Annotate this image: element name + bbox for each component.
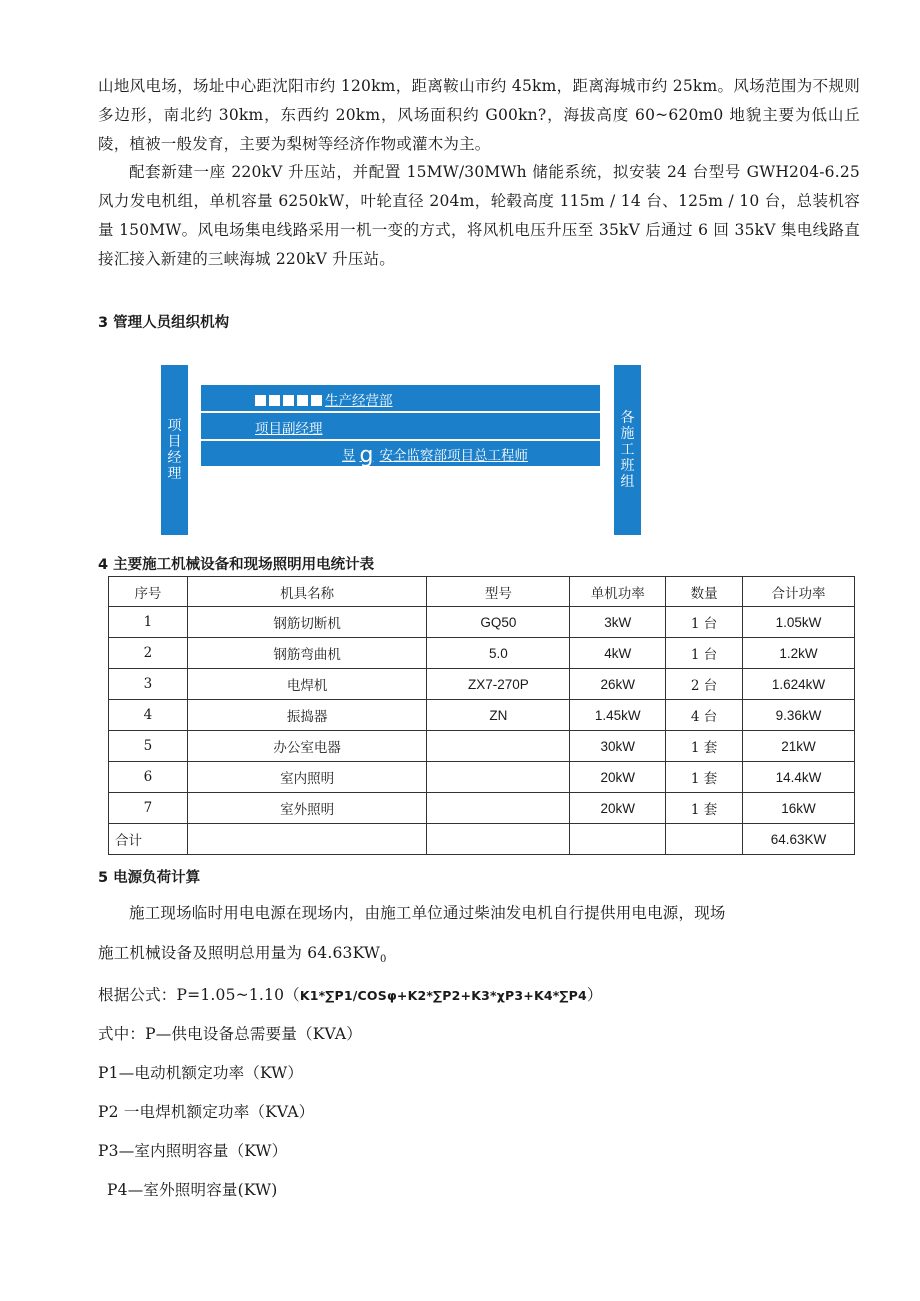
section-5-line-2	[98, 939, 860, 974]
table-cell	[666, 824, 743, 855]
org-safety-text: 安全监察部项目总工程师	[379, 448, 528, 464]
org-left-char: 目	[167, 434, 182, 450]
table-cell: 1 套	[666, 731, 743, 762]
table-cell	[427, 793, 570, 824]
table-cell: 办公室电器	[187, 731, 427, 762]
formula-prefix: 根据公式：P=1.05~1.10（	[98, 986, 300, 1004]
table-cell: 振捣器	[187, 700, 427, 731]
org-right-char: 工	[620, 442, 635, 458]
table-cell: 室内照明	[187, 762, 427, 793]
table-cell: 1 套	[666, 793, 743, 824]
org-left-char: 理	[167, 466, 182, 482]
intro-paragraph-1: 山地风电场，场址中心距沈阳市约 120km，距离鞍山市约 45km，距离海城市约 25km。风场范围为不规则多边形，南北约 30km，东西约 20km，风场面积约 G00kn?，海拔高度 60~620m0 地貌主要为低山丘陵，植被一般发育，主要为梨树等经济作物或灌木为主。	[98, 77, 860, 153]
org-safety-g: g	[359, 443, 374, 468]
table-cell: 2 台	[666, 669, 743, 700]
redacted-square-icon	[311, 395, 322, 406]
section-4-heading: 4 主要施工机械设备和现场照明用电统计表	[98, 557, 375, 573]
org-row-deputy-manager	[201, 413, 600, 439]
table-cell: 5.0	[427, 638, 570, 669]
org-right-box-work-teams	[614, 365, 641, 535]
table-row	[109, 731, 855, 762]
col-header: 机具名称	[187, 577, 427, 607]
table-cell: GQ50	[427, 607, 570, 638]
org-left-char: 项	[167, 418, 182, 434]
redacted-square-icon	[255, 395, 266, 406]
org-right-char: 各	[620, 410, 635, 426]
table-cell: 1	[109, 607, 188, 638]
table-cell: ZN	[427, 700, 570, 731]
table-cell: 1 套	[666, 762, 743, 793]
table-cell	[427, 731, 570, 762]
redacted-square-icon	[297, 395, 308, 406]
table-cell: 14.4kW	[743, 762, 855, 793]
table-cell	[427, 824, 570, 855]
table-cell: 1.2kW	[743, 638, 855, 669]
definition-p1: P1—电动机额定功率（KW）	[98, 1064, 304, 1082]
definition-p4: P4—室外照明容量(KW)	[107, 1181, 278, 1199]
table-row	[109, 607, 855, 638]
section-3-heading: 3 管理人员组织机构	[98, 315, 230, 331]
table-row	[109, 762, 855, 793]
definition-p: 式中：P—供电设备总需要量（KVA）	[98, 1025, 362, 1043]
table-cell: 4kW	[570, 638, 666, 669]
org-production-text: 生产经营部	[325, 393, 393, 409]
table-cell	[427, 762, 570, 793]
table-cell: ZX7-270P	[427, 669, 570, 700]
table-row	[109, 638, 855, 669]
table-cell: 1.05kW	[743, 607, 855, 638]
table-cell: 钢筋切断机	[187, 607, 427, 638]
table-cell: 4 台	[666, 700, 743, 731]
total-usage-subscript: 0	[379, 954, 387, 966]
total-label-cell: 合计	[109, 824, 188, 855]
formula-line	[98, 981, 860, 1010]
table-cell: 4	[109, 700, 188, 731]
table-cell: 21kW	[743, 731, 855, 762]
org-safety-prefix: 昱	[342, 448, 356, 464]
col-header: 数量	[666, 577, 743, 607]
col-header: 序号	[109, 577, 188, 607]
org-left-box-project-manager	[161, 365, 188, 535]
redacted-square-icon	[283, 395, 294, 406]
total-usage-text: 施工机械设备及照明总用量为 64.63KW	[98, 944, 380, 962]
org-right-char: 班	[620, 458, 635, 474]
table-cell: 1.45kW	[570, 700, 666, 731]
formula-expression: K1*∑P1/COSφ+K2*∑P2+K3*χP3+K4*∑P4	[299, 988, 587, 1003]
table-row	[109, 700, 855, 731]
org-row-production-label	[255, 389, 393, 409]
table-cell: 钢筋弯曲机	[187, 638, 427, 669]
table-cell: 20kW	[570, 762, 666, 793]
table-row	[109, 793, 855, 824]
table-cell: 30kW	[570, 731, 666, 762]
table-cell: 1.624kW	[743, 669, 855, 700]
formula-suffix: ）	[586, 986, 603, 1004]
table-cell	[570, 824, 666, 855]
section-5-heading: 5 电源负荷计算	[98, 870, 201, 886]
definition-p2: P2 一电焊机额定功率（KVA）	[98, 1103, 315, 1121]
table-row	[109, 669, 855, 700]
table-cell: 1 台	[666, 638, 743, 669]
table-cell: 20kW	[570, 793, 666, 824]
table-cell: 7	[109, 793, 188, 824]
table-cell: 6	[109, 762, 188, 793]
total-value-cell: 64.63KW	[743, 824, 855, 855]
org-left-char: 经	[167, 450, 182, 466]
org-right-char: 组	[620, 474, 635, 490]
table-header-row	[109, 577, 855, 607]
table-cell: 电焊机	[187, 669, 427, 700]
table-cell: 2	[109, 638, 188, 669]
org-deputy-manager-label: 项目副经理	[255, 421, 323, 437]
redacted-square-icon	[269, 395, 280, 406]
table-cell: 9.36kW	[743, 700, 855, 731]
table-cell: 3kW	[570, 607, 666, 638]
equipment-power-table	[108, 576, 855, 855]
table-cell: 5	[109, 731, 188, 762]
section-5-line-1: 施工现场临时用电电源在现场内，由施工单位通过柴油发电机自行提供用电电源，现场	[129, 904, 726, 922]
table-cell: 26kW	[570, 669, 666, 700]
col-header: 型号	[427, 577, 570, 607]
table-total-row	[109, 824, 855, 855]
org-right-char: 施	[620, 426, 635, 442]
org-row-production	[201, 385, 600, 411]
definition-p3: P3—室内照明容量（KW）	[98, 1142, 288, 1160]
table-cell: 室外照明	[187, 793, 427, 824]
intro-paragraph-2: 配套新建一座 220kV 升压站，并配置 15MW/30MWh 储能系统，拟安装 24 台型号 GWH204-6.25 风力发电机组，单机容量 6250kW，叶轮直径 204m，轮毂高度 115m / 14 台、125m / 10 台，总装机容量 150MW。风电场集电线路采用一机一变的方式，将风机电压升压至 35kV 后通过 6 回 35kV 集电线路直接汇接入新建的三峡海城 220kV 升压站。	[98, 163, 866, 268]
table-cell	[187, 824, 427, 855]
org-safety-label	[342, 443, 528, 468]
table-cell: 3	[109, 669, 188, 700]
table-cell: 1 台	[666, 607, 743, 638]
table-cell: 16kW	[743, 793, 855, 824]
col-header: 单机功率	[570, 577, 666, 607]
org-row-safety-chief-engineer	[201, 441, 600, 466]
col-header: 合计功率	[743, 577, 855, 607]
